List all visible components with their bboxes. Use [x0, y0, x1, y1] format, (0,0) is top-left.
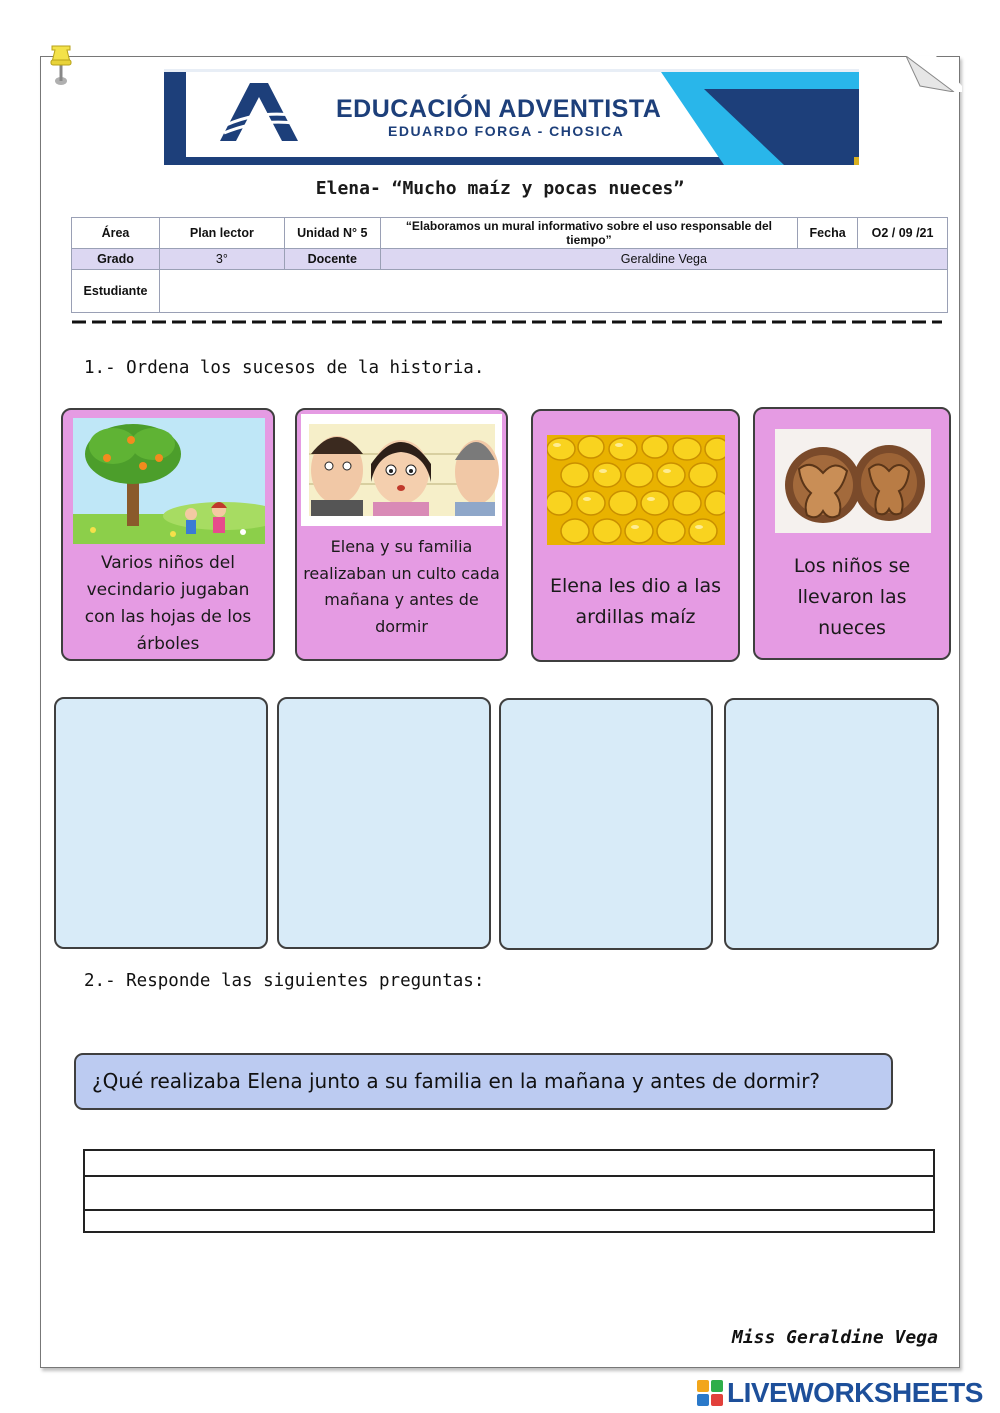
info-table	[71, 217, 948, 313]
answer-slot-4[interactable]	[724, 698, 939, 950]
answer-line	[85, 1209, 933, 1211]
grade-label: Grado	[72, 249, 160, 270]
school-banner	[164, 69, 859, 165]
answer-slot-2[interactable]	[277, 697, 491, 949]
teacher-signature: Miss Geraldine Vega	[732, 1327, 938, 1348]
event-card-1[interactable]	[61, 408, 275, 661]
answer-line	[85, 1175, 933, 1177]
event-card-4[interactable]	[753, 407, 951, 660]
liveworksheets-grid-icon	[697, 1380, 723, 1406]
school-name: EDUCACIÓN ADVENTISTA	[336, 95, 662, 123]
answer-slot-3[interactable]	[499, 698, 713, 950]
date-value: O2 / 09 /21	[858, 218, 948, 249]
event-card-2[interactable]	[295, 408, 508, 661]
liveworksheets-wordmark: LIVEWORKSHEETS	[727, 1377, 983, 1408]
grade-value: 3°	[159, 249, 284, 270]
event-card-2-text: Elena y su familia realizaban un culto cada mañana y antes de dormir	[303, 537, 500, 636]
event-card-4-text: Los niños se llevaron las nueces	[793, 555, 911, 639]
date-label: Fecha	[798, 218, 858, 249]
student-name-field[interactable]	[159, 270, 947, 313]
family-picture	[301, 414, 502, 526]
walnuts-picture	[775, 429, 931, 533]
corn-picture	[547, 435, 725, 545]
answer-lines-field[interactable]	[83, 1149, 935, 1233]
school-logo-icon	[218, 81, 300, 143]
question-box: ¿Qué realizaba Elena junto a su familia en la mañana y antes de dormir?	[74, 1053, 893, 1110]
pushpin-icon	[46, 40, 76, 88]
document-title: Elena- “Mucho maíz y pocas nueces”	[315, 178, 685, 199]
tree-children-picture	[73, 418, 265, 544]
section1-heading: 1.- Ordena los sucesos de la historia.	[84, 358, 485, 378]
page-curl-icon	[906, 56, 962, 92]
school-branch: EDUARDO FORGA - CHOSICA	[388, 123, 625, 139]
unit-description: “Elaboramos un mural informativo sobre el uso responsable del tiempo”	[380, 218, 797, 249]
event-card-1-text: Varios niños del vecindario jugaban con las hojas de los árboles	[84, 553, 252, 654]
area-label: Área	[72, 218, 160, 249]
teacher-label: Docente	[284, 249, 380, 270]
answer-slot-1[interactable]	[54, 697, 268, 949]
event-card-3-text: Elena les dio a las ardillas maíz	[549, 575, 722, 628]
student-label: Estudiante	[72, 270, 160, 313]
dashed-divider	[72, 320, 942, 324]
unit-label: Unidad N° 5	[284, 218, 380, 249]
event-card-3[interactable]	[531, 409, 740, 662]
liveworksheets-logo[interactable]	[697, 1378, 983, 1408]
area-value: Plan lector	[159, 218, 284, 249]
section2-heading: 2.- Responde las siguientes preguntas:	[84, 971, 485, 991]
teacher-value: Geraldine Vega	[380, 249, 947, 270]
